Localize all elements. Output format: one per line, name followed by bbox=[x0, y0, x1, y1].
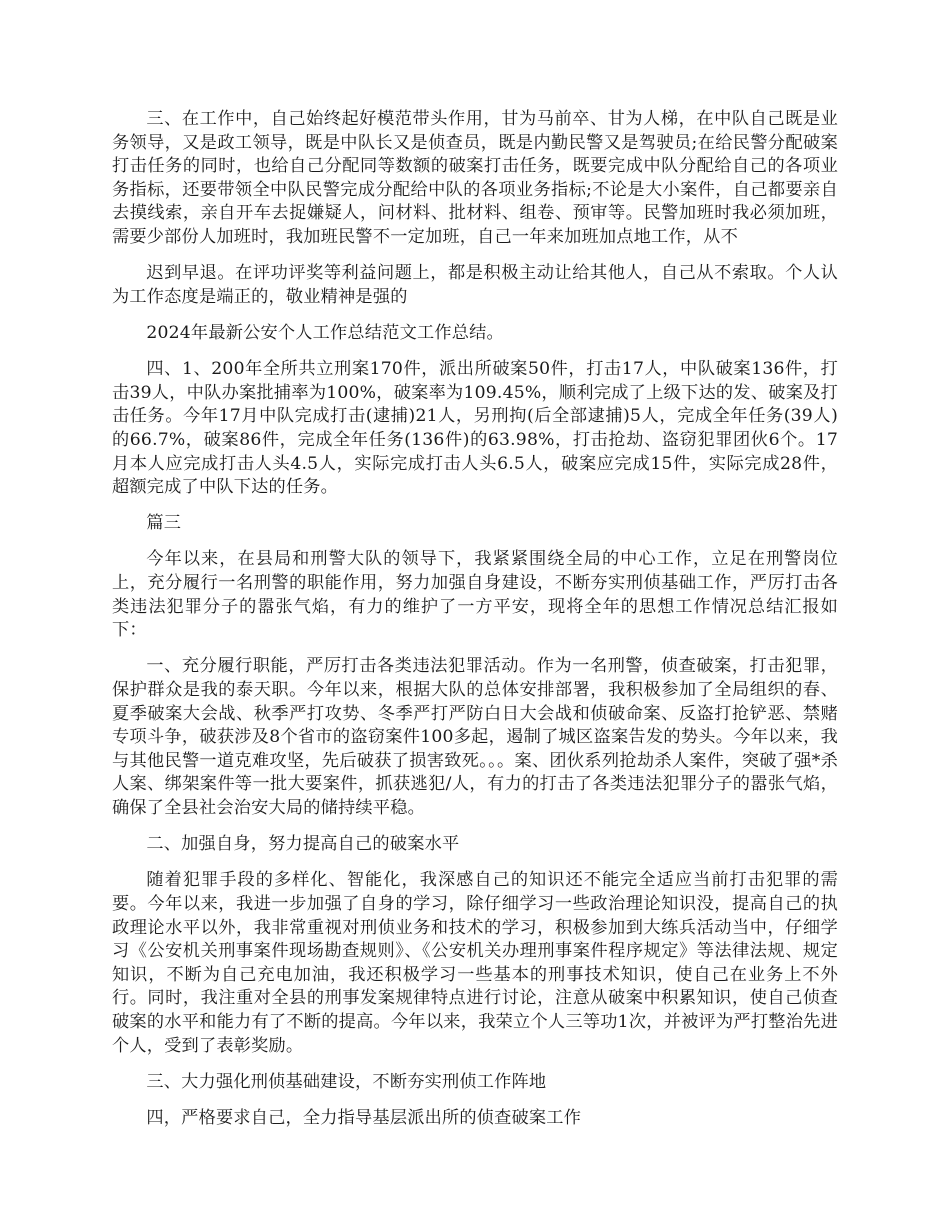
heading-foundation: 三、大力强化刑侦基础建设，不断夯实刑侦工作阵地 bbox=[146, 1071, 547, 1092]
paragraph-study: 随着犯罪手段的多样化、智能化，我深感自己的知识还不能完全适应当前打击犯罪的需要。今年以来，我进一步加强了自身的学习，除仔细学习一些政治理论知识没，提高自己的执政理论水平以外，我非常重视对刑侦业务和技术的学习，积极参加到大练兵活动当中，仔细学习《公安机关刑事案件现场勘查规则》、《公安机关办理刑事案件程序规定》等法律法规、规定知识，不断为自己充电加油，我还积极学习一些基本的刑事技术知识，使自己在业务上不外行。同时，我注重对全县的刑事发案规律特点进行讨论，注意从破案中积累知识，使自己侦查破案的水平和能力有了不断的提高。今年以来，我荣立个人三等功1次，并被评为严打整治先进个人，受到了表彰奖励。 bbox=[112, 870, 838, 1056]
paragraph-statistics: 四、1、200年全所共立刑案170件，派出所破案50件，打击17人，中队破案136件，打击39人，中队办案批捕率为100%，破案率为109.45%，顺利完成了上级下达的发、破案及打击任务。今年17月中队完成打击(逮捕)21人，另刑拘(后全部逮捕)5人，完成全年任务(39人)的66.7%，破案86件，完成全年任务(136件)的63.98%，打击抢劫、盗窃犯罪团伙6个。17月本人应完成打击人头4.5人，实际完成打击人头6.5人，破案应完成15件，实际完成28件，超额完成了中队下达的任务。 bbox=[112, 359, 838, 498]
heading-self-improvement: 二、加强自身，努力提高自己的破案水平 bbox=[146, 834, 460, 855]
document-body bbox=[112, 108, 838, 1143]
paragraph-title-line: 2024年最新公安个人工作总结范文工作总结。 bbox=[146, 322, 504, 343]
paragraph-introduction: 今年以来，在县局和刑警大队的领导下，我紧紧围绕全局的中心工作，立足在刑警岗位上，充分履行一名刑警的职能作用，努力加强自身建设，不断夯实刑侦基础工作，严厉打击各类违法犯罪分子的嚣张气焰，有力的维护了一方平安，现将全年的思想工作情况总结汇报如下： bbox=[112, 549, 838, 641]
section-heading-part-three: 篇三 bbox=[146, 513, 182, 534]
heading-guidance: 四，严格要求自己，全力指导基层派出所的侦查破案工作 bbox=[146, 1107, 582, 1128]
paragraph-work-role: 三、在工作中，自己始终起好模范带头作用，甘为马前卒、甘为人梯，在中队自己既是业务领导，又是政工领导，既是中队长又是侦查员，既是内勤民警又是驾驶员;在给民警分配破案打击任务的同时，也给自己分配同等数额的破案打击任务，既要完成中队分配给自己的各项业务指标，还要带领全中队民警完成分配给中队的各项业务指标;不论是大小案件，自己都要亲自去摸线索，亲自开车去捉嫌疑人，问材料、批材料、组卷、预审等。民警加班时我必须加班，需要少部份人加班时，我加班民警不一定加班，自己一年来加班加点地工作，从不 bbox=[112, 109, 838, 247]
paragraph-attitude: 迟到早退。在评功评奖等利益问题上，都是积极主动让给其他人，自己从不索取。个人认为工作态度是端正的，敬业精神是强的 bbox=[112, 263, 838, 307]
paragraph-duties: 一、充分履行职能，严厉打击各类违法犯罪活动。作为一名刑警，侦查破案，打击犯罪，保护群众是我的泰天职。今年以来，根据大队的总体安排部署，我积极参加了全局组织的春、夏季破案大会战、秋季严打攻势、冬季严打严防白日大会战和侦破命案、反盗打抢铲恶、禁赌专项斗争，破获涉及8个省市的盗窃案件100多起，遏制了城区盗案告发的势头。今年以来，我与其他民警一道克难攻坚，先后破获了损害致死。。。案、团伙系列抢劫杀人案件，突破了强*杀人案、绑架案件等一批大要案件，抓获逃犯/人，有力的打击了各类违法犯罪分子的嚣张气焰，确保了全县社会治安大局的储持续平稳。 bbox=[112, 656, 838, 818]
